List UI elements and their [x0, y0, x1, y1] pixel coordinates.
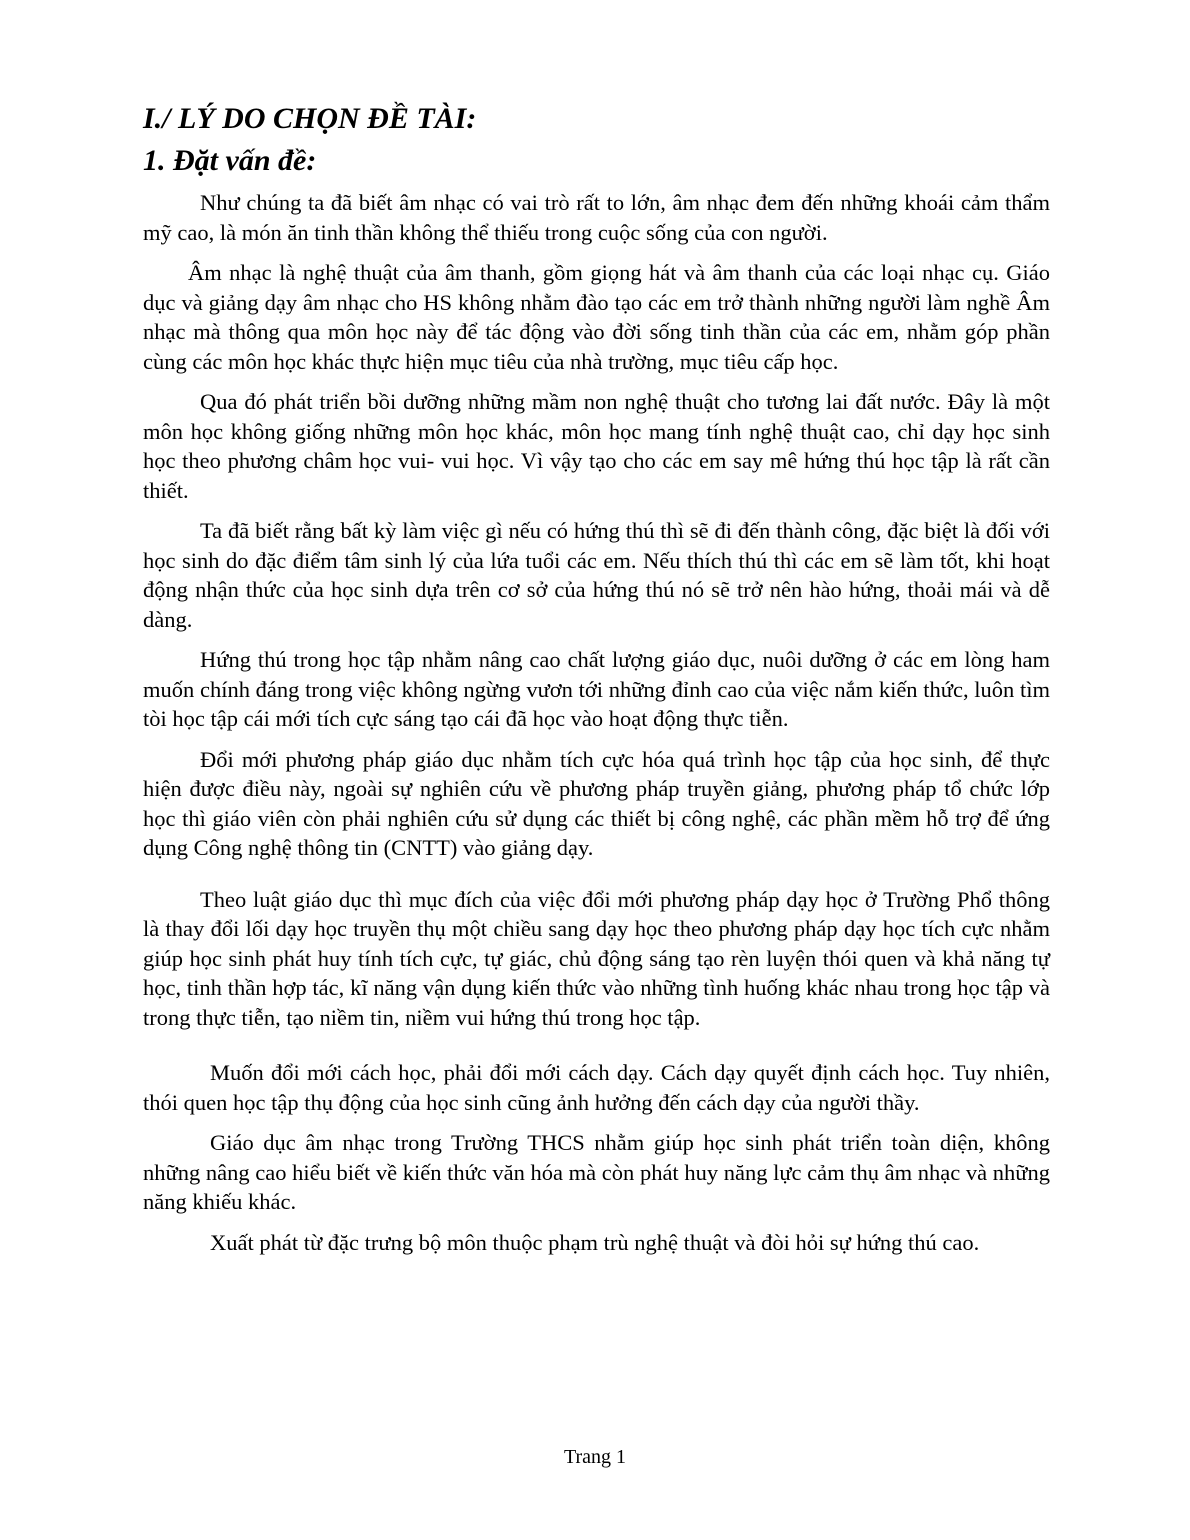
paragraph-5: Hứng thú trong học tập nhằm nâng cao chất lượng giáo dục, nuôi dưỡng ở các em lòng ham muốn chính đáng trong việc không ngừng vươn tới những đỉnh cao của việc nắm kiến thức, luôn tìm tòi học tập cái mới tích cực sáng tạo cái đã học vào hoạt động thực tiễn. [143, 647, 1050, 731]
page-number: Trang 1 [563, 1446, 627, 1468]
section-heading: I./ LÝ DO CHỌN ĐỀ TÀI: [143, 102, 477, 135]
paragraph-1: Như chúng ta đã biết âm nhạc có vai trò rất to lớn, âm nhạc đem đến những khoái cảm thẩm mỹ cao, là món ăn tinh thần không thể thiếu trong cuộc sống của con người. [143, 190, 1050, 245]
subsection-heading: 1. Đặt vấn đề: [143, 144, 317, 177]
paragraph-4: Ta đã biết rằng bất kỳ làm việc gì nếu có hứng thú thì sẽ đi đến thành công, đặc biệt là đối với học sinh do đặc điểm tâm sinh lý của lứa tuổi các em. Nếu thích thú thì các em sẽ làm tốt, khi hoạt động nhận thức của học sinh dựa trên cơ sở của hứng thú nó sẽ trở nên hào hứng, thoải mái và dễ dàng. [143, 518, 1050, 632]
paragraph-7: Theo luật giáo dục thì mục đích của việc đổi mới phương pháp dạy học ở Trường Phổ thông là thay đổi lối dạy học truyền thụ một chiều sang dạy học theo phương pháp dạy học tích cực nhằm giúp học sinh phát huy tính tích cực, tự giác, chủ động sáng tạo rèn luyện thói quen và khả năng tự học, tinh thần hợp tác, kĩ năng vận dụng kiến thức vào những tình huống khác nhau trong học tập và trong thực tiễn, tạo niềm tin, niềm vui hứng thú trong học tập. [143, 886, 1050, 1030]
page-content [143, 100, 1050, 1268]
paragraph-2: Âm nhạc là nghệ thuật của âm thanh, gồm giọng hát và âm thanh của các loại nhạc cụ. Giáo dục và giảng dạy âm nhạc cho HS không nhằm đào tạo các em trở thành những người làm nghề Âm nhạc mà thông qua môn học này để tác động vào đời sống tinh thần của các em, nhằm góp phần cùng các môn học khác thực hiện mục tiêu của nhà trường, mục tiêu cấp học. [143, 260, 1050, 374]
paragraph-8: Muốn đổi mới cách học, phải đổi mới cách dạy. Cách dạy quyết định cách học. Tuy nhiên, thói quen học tập thụ động của học sinh cũng ảnh hưởng đến cách dạy của người thầy. [143, 1060, 1050, 1115]
paragraph-3: Qua đó phát triển bồi dưỡng những mầm non nghệ thuật cho tương lai đất nước. Đây là một môn học không giống những môn học khác, môn học mang tính nghệ thuật cao, chỉ dạy học sinh học theo phương châm học vui- vui học. Vì vậy tạo cho các em say mê hứng thú học tập là rất cần thiết. [143, 389, 1050, 503]
paragraph-6: Đổi mới phương pháp giáo dục nhằm tích cực hóa quá trình học tập của học sinh, để thực hiện được điều này, ngoài sự nghiên cứu về phương pháp truyền giảng, phương pháp tổ chức lớp học thì giáo viên còn phải nghiên cứu sử dụng các thiết bị công nghệ, các phần mềm hỗ trợ để ứng dụng Công nghệ thông tin (CNTT) vào giảng dạy. [143, 746, 1050, 860]
paragraph-10: Xuất phát từ đặc trưng bộ môn thuộc phạm trù nghệ thuật và đòi hỏi sự hứng thú cao. [210, 1229, 980, 1255]
paragraph-9: Giáo dục âm nhạc trong Trường THCS nhằm giúp học sinh phát triển toàn diện, không những nâng cao hiểu biết về kiến thức văn hóa mà còn phát huy năng lực cảm thụ âm nhạc và những năng khiếu khác. [143, 1130, 1050, 1214]
